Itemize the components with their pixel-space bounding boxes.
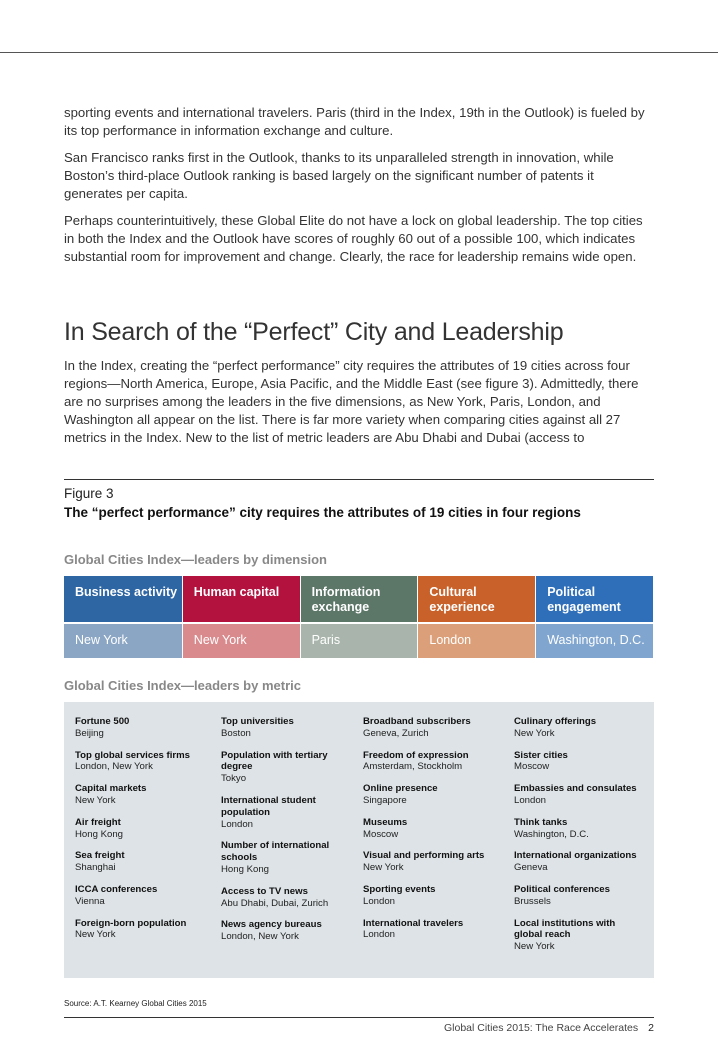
metric-name: ICCA conferences xyxy=(75,883,158,895)
metric-column xyxy=(514,716,646,963)
metric-name: Think tanks xyxy=(514,816,568,828)
metric-item xyxy=(75,783,210,807)
dimension-column xyxy=(300,576,418,658)
metric-name: Access to TV news xyxy=(221,885,308,897)
dimension-name: Business activity xyxy=(64,576,182,622)
metric-name: Freedom of expression xyxy=(363,749,469,761)
dimension-name: Human capital xyxy=(183,576,300,622)
paragraph: In the Index, creating the “perfect performance” city requires the attributes of 19 cities across four regions—North America, Europe, Asia Pacific, and the Middle East (see figure 3). Admittedly, there are no surprises among the leaders in the five dimensions, as New York, Paris, London, and Washington all appear on the list. There is far more variety when comparing cities against all 27 metrics in the Index. New to the list of metric leaders are Abu Dhabi and Dubai (access to xyxy=(64,358,639,445)
metric-name: Top universities xyxy=(221,716,294,727)
metric-leader: Tokyo xyxy=(221,773,247,785)
dimension-name: Political engagement xyxy=(536,576,653,622)
metric-leader: New York xyxy=(75,929,116,941)
metric-leader: Vienna xyxy=(75,895,105,907)
metric-column xyxy=(363,716,503,951)
metric-name: Capital markets xyxy=(75,783,147,795)
intro-text xyxy=(64,104,656,275)
metric-item xyxy=(514,750,646,774)
dimension-name: Cultural experience xyxy=(418,576,535,622)
metric-item xyxy=(221,919,351,943)
metric-name: International student population xyxy=(221,794,316,818)
metric-name: Embassies and consulates xyxy=(514,783,637,795)
figure-label: Figure 3 xyxy=(64,486,114,501)
metric-leader: Geneva, Zurich xyxy=(363,727,429,739)
dimension-table xyxy=(64,576,653,658)
metric-item xyxy=(75,884,210,908)
dimension-leader: New York xyxy=(64,624,182,658)
metric-item xyxy=(221,750,351,785)
page-number: 2 xyxy=(648,1022,654,1034)
metric-column xyxy=(221,716,351,953)
metric-item xyxy=(363,817,503,841)
metric-item xyxy=(514,850,646,874)
metric-item xyxy=(221,795,351,830)
metric-name: Visual and performing arts xyxy=(363,850,485,862)
metric-leader: New York xyxy=(75,794,116,806)
metric-name: Foreign-born population xyxy=(75,917,187,929)
metric-leader: New York xyxy=(514,727,555,739)
metric-leader: Moscow xyxy=(363,828,399,840)
metric-item xyxy=(363,783,503,807)
metric-item xyxy=(363,716,503,740)
dimension-column xyxy=(535,576,653,658)
metric-name: Sporting events xyxy=(363,883,436,895)
metric-leader: London, New York xyxy=(221,931,299,943)
dimension-column xyxy=(182,576,300,658)
metric-item xyxy=(75,850,210,874)
metric-item xyxy=(75,918,210,942)
metric-item xyxy=(221,716,351,740)
metric-leader: Moscow xyxy=(514,761,550,773)
top-rule xyxy=(0,52,718,53)
metric-item xyxy=(363,750,503,774)
metric-item xyxy=(221,840,351,875)
metric-item xyxy=(221,886,351,910)
metric-panel xyxy=(64,702,654,978)
dimension-leader: London xyxy=(418,624,535,658)
metric-leader: London xyxy=(363,929,396,941)
paragraph: sporting events and international travelers. Paris (third in the Index, 19th in the Outlook) is fueled by its top performance in information exchange and culture. xyxy=(64,105,645,138)
metric-name: Political conferences xyxy=(514,883,610,895)
dimension-heading: Global Cities Index—leaders by dimension xyxy=(64,552,327,567)
metric-leader: New York xyxy=(363,862,404,874)
metric-leader: Beijing xyxy=(75,727,104,739)
metric-leader: London xyxy=(221,818,254,830)
metric-name: Top global services firms xyxy=(75,749,190,761)
metric-leader: Boston xyxy=(221,727,251,739)
metric-item xyxy=(363,918,503,942)
metric-item xyxy=(75,750,210,774)
metric-leader: Shanghai xyxy=(75,862,116,874)
metric-name: International organizations xyxy=(514,850,637,862)
metric-name: Culinary offerings xyxy=(514,716,597,727)
section-body xyxy=(64,357,656,456)
metric-item xyxy=(75,716,210,740)
metric-name: Fortune 500 xyxy=(75,716,130,727)
metric-name: Air freight xyxy=(75,816,121,828)
metric-item xyxy=(514,918,646,953)
metric-leader: Geneva xyxy=(514,862,548,874)
metric-column xyxy=(75,716,210,951)
metric-leader: London xyxy=(514,794,547,806)
metric-name: Online presence xyxy=(363,783,438,795)
metric-leader: Singapore xyxy=(363,794,407,806)
metric-leader: London, New York xyxy=(75,761,153,773)
metric-name: Museums xyxy=(363,816,408,828)
dimension-leader: New York xyxy=(183,624,300,658)
dimension-column xyxy=(417,576,535,658)
metric-name: Population with tertiary degree xyxy=(221,749,328,773)
metric-heading: Global Cities Index—leaders by metric xyxy=(64,678,301,693)
metric-item xyxy=(363,850,503,874)
dimension-leader: Washington, D.C. xyxy=(536,624,653,658)
paragraph: Perhaps counterintuitively, these Global Elite do not have a lock on global leadership. The top cities in both the Index and the Outlook have scores of roughly 60 out of a possible 100, which indicates substantial room for improvement and change. Clearly, the race for leadership remains wide open. xyxy=(64,213,643,264)
section-title: In Search of the “Perfect” City and Leadership xyxy=(64,318,564,346)
dimension-leader: Paris xyxy=(301,624,418,658)
metric-leader: London xyxy=(363,895,396,907)
metric-item xyxy=(514,783,646,807)
figure-title: The “perfect performance” city requires the attributes of 19 cities in four regions xyxy=(64,505,581,520)
metric-name: Sister cities xyxy=(514,749,568,761)
metric-leader: New York xyxy=(514,941,555,953)
figure-rule xyxy=(64,479,654,480)
metric-name: Sea freight xyxy=(75,850,125,862)
metric-item xyxy=(514,716,646,740)
dimension-name: Information exchange xyxy=(301,576,418,622)
metric-item xyxy=(75,817,210,841)
metric-leader: Abu Dhabi, Dubai, Zurich xyxy=(221,897,329,909)
footer-rule xyxy=(64,1017,654,1018)
metric-name: International travelers xyxy=(363,917,464,929)
metric-leader: Hong Kong xyxy=(221,863,270,875)
metric-name: Number of international schools xyxy=(221,840,330,864)
metric-leader: Washington, D.C. xyxy=(514,828,589,840)
metric-leader: Brussels xyxy=(514,895,551,907)
page-footer xyxy=(444,1022,654,1034)
metric-leader: Amsterdam, Stockholm xyxy=(363,761,463,773)
metric-item xyxy=(514,817,646,841)
metric-leader: Hong Kong xyxy=(75,828,124,840)
metric-name: News agency bureaus xyxy=(221,919,322,931)
metric-item xyxy=(363,884,503,908)
metric-name: Broadband subscribers xyxy=(363,716,471,727)
footer-title: Global Cities 2015: The Race Accelerates xyxy=(443,1022,639,1034)
dimension-column xyxy=(64,576,182,658)
metric-item xyxy=(514,884,646,908)
paragraph: San Francisco ranks first in the Outlook, thanks to its unparalleled strength in innovation, while Boston’s third-place Outlook ranking is based largely on the significant number of patents it generates per capita. xyxy=(64,150,614,201)
source-note: Source: A.T. Kearney Global Cities 2015 xyxy=(64,999,207,1008)
metric-name: Local institutions with global reach xyxy=(514,917,616,941)
